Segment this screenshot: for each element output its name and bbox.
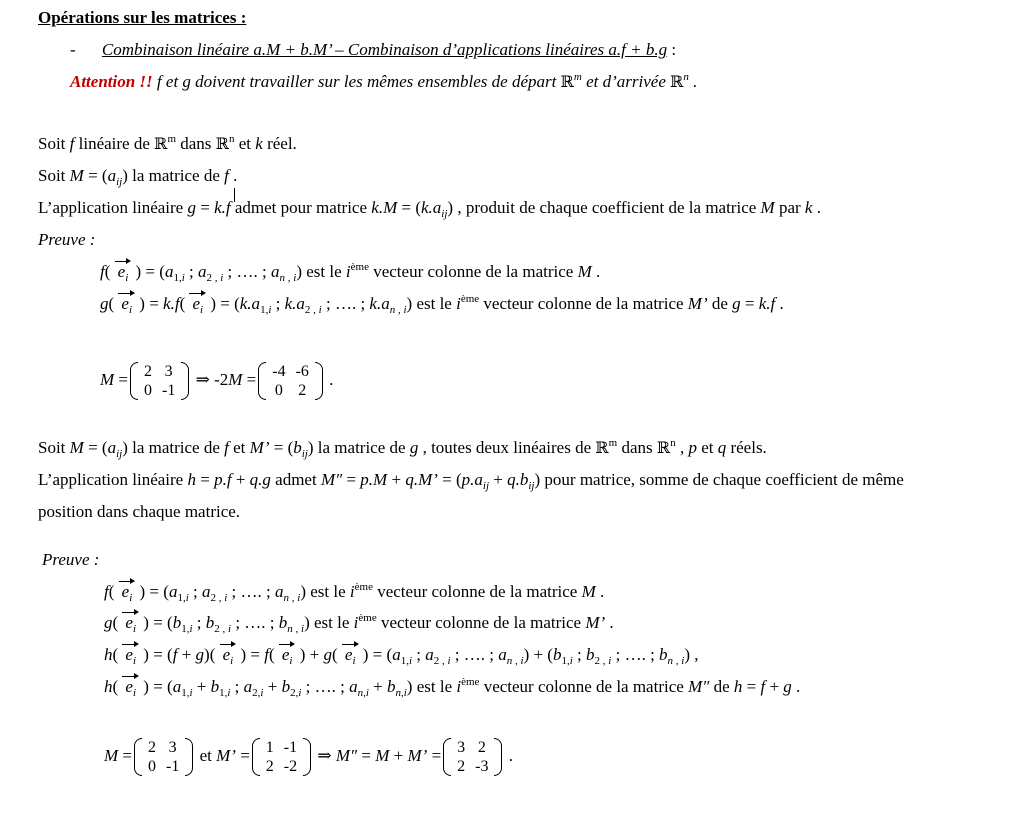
p2-l2a: L’application linéaire — [38, 470, 188, 489]
p1-line1: Soit f linéaire de ℝ$^m$ dans ℝ$^n$ et k réel. — [38, 133, 297, 153]
p1-line2: Soit $M = (a_{ij})$ la matrice de f . — [38, 166, 238, 188]
proof2-line1: f( $e_i$ ) = ($a_{1,i}$ ; $a_{2 , i}$ ; …. ; $a_{n , i}$) est le $i^{ème}$ vecteur colonne de la matrice M . — [104, 581, 605, 604]
bullet-text: Combinaison linéaire a.M + b.M’ – Combinaison d’applications linéaires a.f + b.g — [101, 40, 668, 59]
p2-l1a: Soit — [38, 438, 70, 457]
p1-line3: L’application linéaire g = k.f admet pour matrice $k.M = (k.a_{ij})$ , produit de chaque coefficient de la matrice M par k . — [38, 198, 821, 220]
proof1-line1: f( $e_i$ ) = ($a_{1,i}$ ; $a_{2 , i}$ ; …. ; $a_{n , i}$) est le $i^{ème}$ vecteur colonne de la matrice M . — [100, 261, 601, 284]
attention-text: f et g doivent travailler sur les mêmes ensembles de départ — [152, 72, 557, 91]
bullet-dash: - — [70, 40, 76, 59]
attention-label: Attention !! — [70, 72, 153, 91]
bullet-line — [70, 40, 676, 60]
preuve-1: Preuve : — [38, 230, 96, 249]
p1-l1a: Soit — [38, 134, 70, 153]
p1-l3a: L’application linéaire — [38, 198, 188, 217]
proof1-line2: g( $e_i$ ) = k.f( $e_i$ ) = ($k.a_{1,i}$ ; $k.a_{2 , i}$ ; …. ; $k.a_{n , i}$) est le $i^{ème}$ vecteur colonne de la matrice M’ de g = k.f . — [100, 293, 784, 316]
attention-line: Attention !! f et g doivent travailler sur les mêmes ensembles de départ ℝ$^m$ et d’arrivée ℝ$^n$ . — [70, 71, 698, 91]
proof2-line2: g( $e_i$ ) = ($b_{1,i}$ ; $b_{2 , i}$ ; …. ; $b_{n , i}$) est le $i^{ème}$ vecteur colonne de la matrice M’ . — [104, 612, 614, 635]
matrix-m2c: 3 2 2 -3 — [443, 738, 502, 776]
preuve-2: Preuve : — [42, 550, 100, 569]
matrix-m1: 2 3 0 -1 — [130, 362, 189, 400]
proof2-line4: h( $e_i$ ) = ($a_{1,i} + b_{1,i}$ ; $a_{2,i} + b_{2,i}$ ; …. ; $a_{n,i} + b_{n,i}$) est le $i^{ème}$ vecteur colonne de la matrice M″ de h = f + g . — [104, 676, 801, 699]
p1-l2: Soit — [38, 166, 70, 185]
matrix-m2: 2 3 0 -1 — [134, 738, 193, 776]
example2: M = 2 3 0 -1 et M’ = 1 -1 2 -2 ⇒ M″ = M + M’ = 3 2 2 -3 . — [104, 739, 513, 775]
bullet-suffix: : — [667, 40, 677, 59]
p1-l3c: , produit de chaque coefficient de la matrice — [457, 198, 761, 217]
p2-l2c: pour matrice, somme de chaque coefficient de même — [544, 470, 904, 489]
p2-line1: Soit $M = (a_{ij})$ la matrice de f et M’ = $(b_{ij})$ la matrice de g , toutes deux linéaires de ℝ$^m$ dans ℝ$^n$ , p et q réels. — [38, 437, 767, 460]
p1-l3b: admet pour matrice — [230, 198, 372, 217]
proof2-line3: h( $e_i$ ) = (f + g)( $e_i$ ) = f( $e_i$ ) + g( $e_i$ ) = ($a_{1,i}$ ; $a_{2 , i}$ ; …. ; $a_{n , i}) + (b_{1,i}$ ; $b_{2 , i}$ ; …. ; $b_{n , i}$) , — [104, 645, 699, 667]
matrix-m2b: 1 -1 2 -2 — [252, 738, 311, 776]
p2-line3: position dans chaque matrice. — [38, 502, 241, 521]
p2-line2: L’application linéaire h = p.f + q.g admet M″ = p.M + q.M’ = $(p.a_{ij} + q.b_{ij})$ pour matrice, somme de chaque coefficient de même — [38, 470, 904, 492]
example1: M = 2 3 0 -1 ⇒ -2M = -4 -6 0 2 . — [100, 363, 334, 399]
matrix-m1b: -4 -6 0 2 — [258, 362, 323, 400]
page-title: Opérations sur les matrices : — [38, 8, 247, 27]
